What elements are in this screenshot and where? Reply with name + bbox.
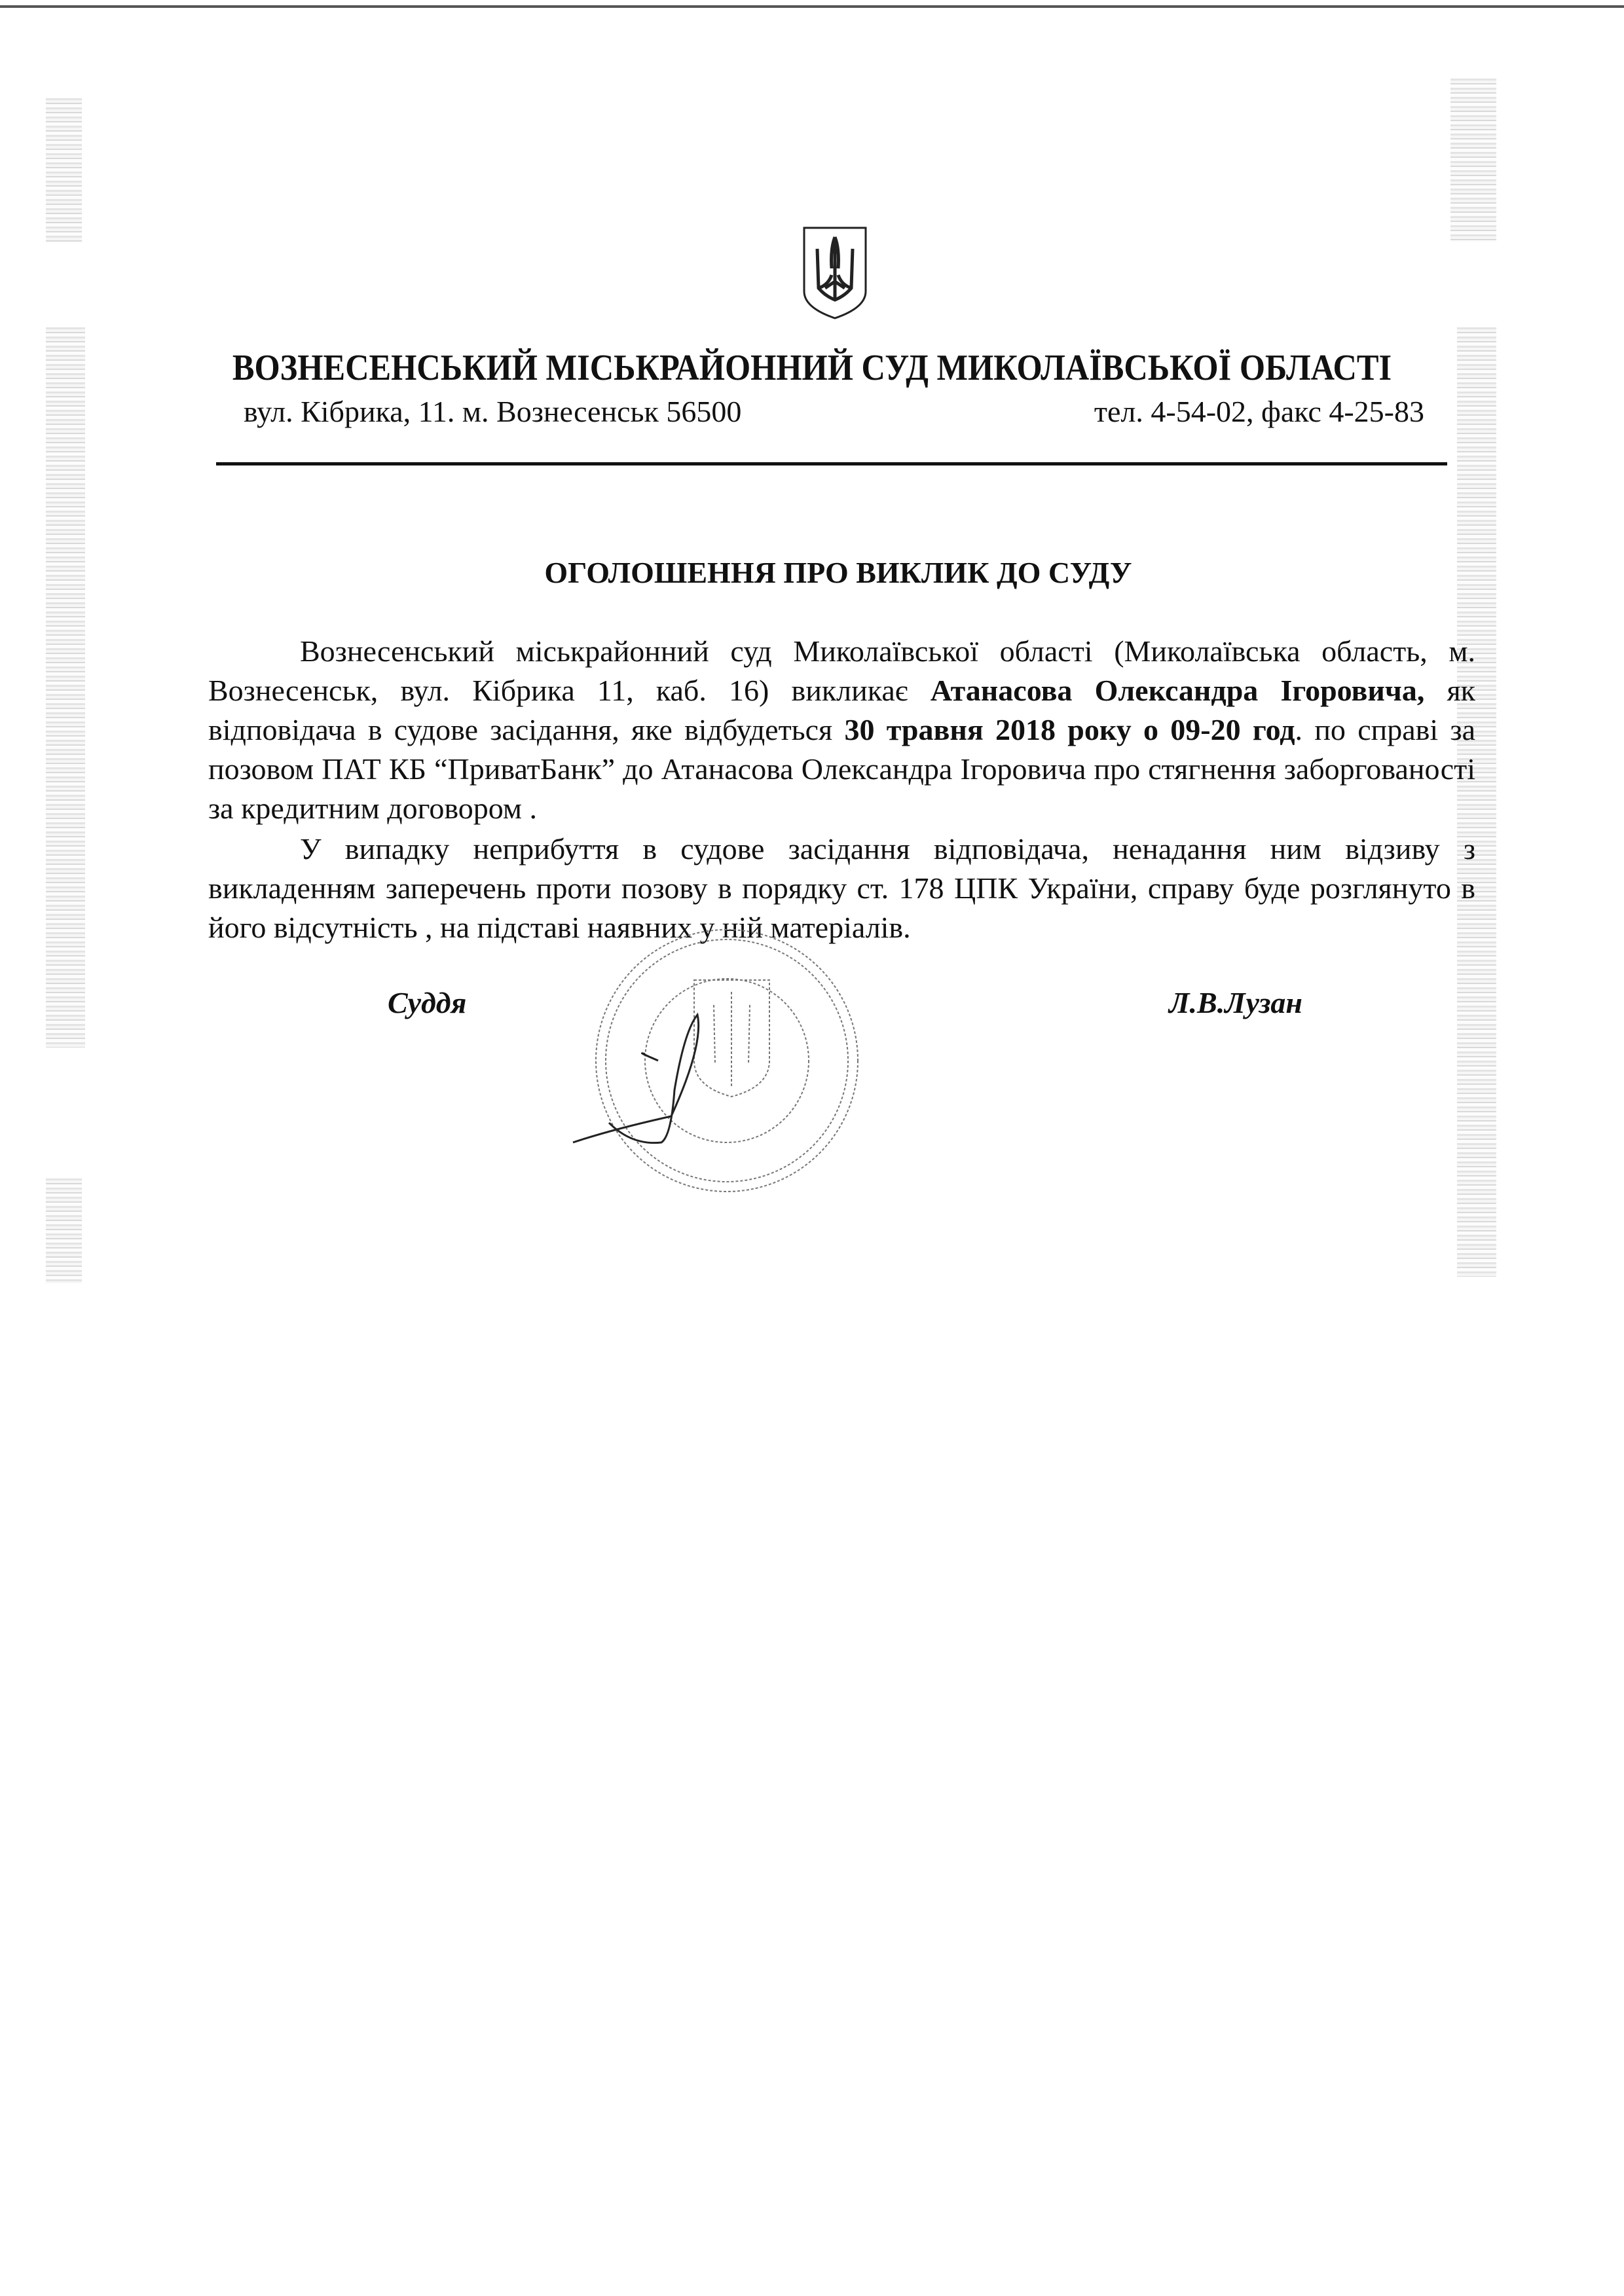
paragraph-consequences: У випадку неприбуття в судове засідання відповідача, ненадання ним відзиву з викладенням заперечень проти позову в порядку ст. 178 ЦПК України, справу буде розглянуто в його відсутність , на підставі наявних у ній матеріалів. xyxy=(208,832,1475,944)
scan-artifact-right xyxy=(1450,79,1496,242)
coat-of-arms-icon xyxy=(799,223,871,321)
judge-label: Суддя xyxy=(388,986,467,1019)
scan-artifact-left xyxy=(46,1178,82,1283)
text: . по справі за позовом ПАТ КБ “ПриватБанк” до Атанасова Олександра Ігоровича про стягнення заборгованості за кредитним договором . xyxy=(208,713,1476,825)
notice-body xyxy=(208,632,1475,947)
paragraph-summons xyxy=(208,632,1475,828)
scan-artifact-left xyxy=(46,327,85,1048)
court-name: ВОЗНЕСЕНСЬКИЙ МІСЬКРАЙОННИЙ СУД МИКОЛАЇВСЬКОЇ ОБЛАСТІ xyxy=(232,348,1392,388)
text: Вознесенський міськрайонний суд Миколаївської області (Миколаївська область, м. Вознесенськ, вул. Кібрика 11, каб. 16) викликає xyxy=(208,634,1475,707)
hearing-date: 30 травня 2018 року о 09-20 год xyxy=(844,713,1295,746)
scan-artifact-left xyxy=(46,98,82,242)
text: як відповідача в судове засідання, яке відбудеться xyxy=(208,674,1475,746)
court-phone-fax: тел. 4-54-02, факс 4-25-83 xyxy=(1094,395,1424,428)
judge-name: Л.В.Лузан xyxy=(1169,986,1302,1019)
court-address: вул. Кібрика, 11. м. Вознесенськ 56500 xyxy=(244,395,742,428)
court-stamp xyxy=(553,920,894,1195)
notice-title: ОГОЛОШЕННЯ ПРО ВИКЛИК ДО СУДУ xyxy=(544,556,1132,589)
header-divider xyxy=(216,462,1447,465)
scan-edge-line xyxy=(0,5,1624,8)
defendant-name: Атанасова Олександра Ігоровича, xyxy=(930,674,1425,707)
